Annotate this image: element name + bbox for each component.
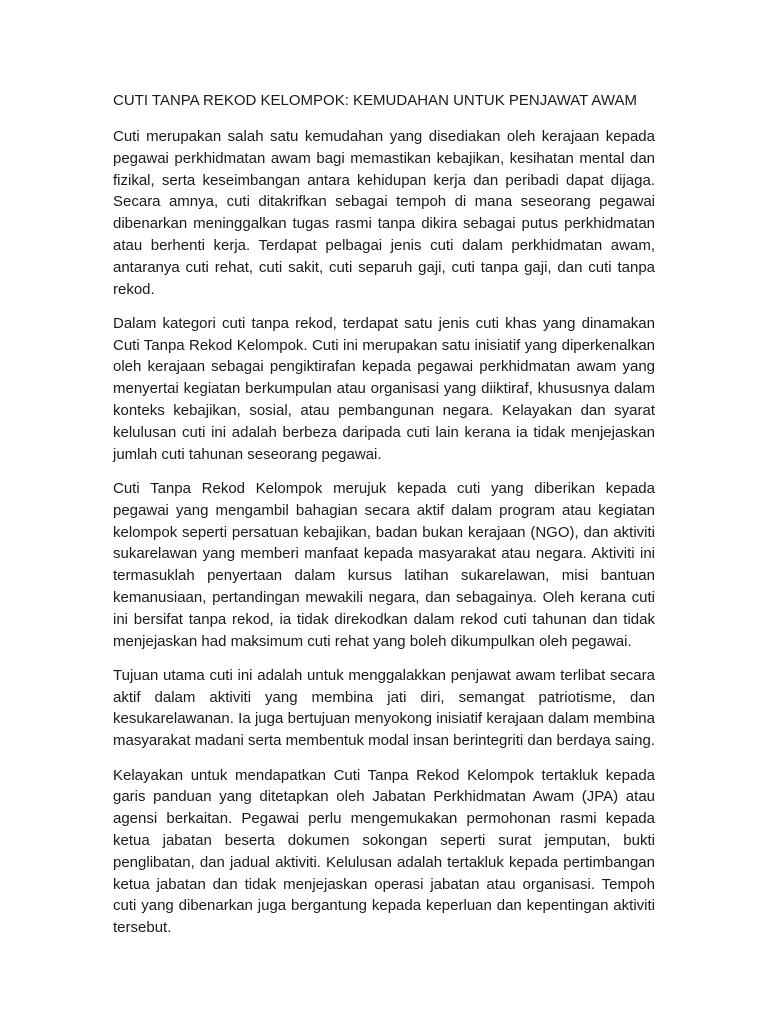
paragraph-category: Dalam kategori cuti tanpa rekod, terdapat satu jenis cuti khas yang dinamakan Cuti Tanpa Rekod Kelompok. Cuti ini merupakan satu inisiatif yang diperkenalkan oleh kerajaan sebagai pengiktirafan kepada pegawai perkhidmatan awam yang menyertai kegiatan berkumpulan atau organisasi yang diiktiraf, khususnya dalam konteks kebajikan, sosial, atau pembangunan negara. Kelayakan dan syarat kelulusan cuti ini adalah berbeza daripada cuti lain kerana ia tidak menjejaskan jumlah cuti tahunan seseorang pegawai. [113, 314, 655, 463]
paragraph-eligibility: Kelayakan untuk mendapatkan Cuti Tanpa Rekod Kelompok tertakluk kepada garis panduan yang ditetapkan oleh Jabatan Perkhidmatan Awam (JPA) atau agensi berkaitan. Pegawai perlu mengemukakan permohonan rasmi kepada ketua jabatan beserta dokumen sokongan seperti surat jemputan, bukti penglibatan, dan jadual aktiviti. Kelulusan adalah tertakluk kepada pertimbangan ketua jabatan dan tidak menjejaskan operasi jabatan atau organisasi. Tempoh cuti yang dibenarkan juga bergantung kepada keperluan dan kepentingan aktiviti tersebut. [113, 766, 655, 937]
paragraph-intro: Cuti merupakan salah satu kemudahan yang disediakan oleh kerajaan kepada pegawai perkhidmatan awam bagi memastikan kebajikan, kesihatan mental dan fizikal, serta keseimbangan antara kehidupan kerja dan peribadi dapat dijaga. Secara amnya, cuti ditakrifkan sebagai tempoh di mana seseorang pegawai dibenarkan meninggalkan tugas rasmi tanpa dikira sebagai putus perkhidmatan atau berhenti kerja. Terdapat pelbagai jenis cuti dalam perkhidmatan awam, antaranya cuti rehat, cuti sakit, cuti separuh gaji, cuti tanpa gaji, dan cuti tanpa rekod. [113, 128, 655, 298]
paragraph-purpose: Tujuan utama cuti ini adalah untuk menggalakkan penjawat awam terlibat secara aktif dalam aktiviti yang membina jati diri, semangat patriotisme, dan kesukarelawanan. Ia juga bertujuan menyokong inisiatif kerajaan dalam membina masyarakat madani serta membentuk modal insan berintegriti dan berdaya saing. [113, 666, 655, 750]
paragraph-definition: Cuti Tanpa Rekod Kelompok merujuk kepada cuti yang diberikan kepada pegawai yang mengambil bahagian secara aktif dalam program atau kegiatan kelompok seperti persatuan kebajikan, badan bukan kerajaan (NGO), dan aktiviti sukarelawan yang memberi manfaat kepada masyarakat atau negara. Aktiviti ini termasuklah penyertaan dalam kursus latihan sukarelawan, misi bantuan kemanusiaan, pertandingan mewakili negara, dan sebagainya. Oleh kerana cuti ini bersifat tanpa rekod, ia tidak direkodkan dalam rekod cuti tahunan dan tidak menjejaskan had maksimum cuti rehat yang boleh dikumpulkan oleh pegawai. [113, 479, 655, 650]
document-page [113, 90, 655, 951]
document-title: CUTI TANPA REKOD KELOMPOK: KEMUDAHAN UNTUK PENJAWAT AWAM [113, 92, 637, 109]
